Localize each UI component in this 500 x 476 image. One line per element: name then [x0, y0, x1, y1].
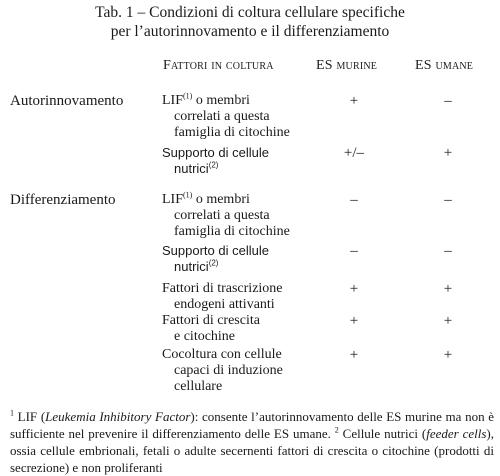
value-murine: +	[349, 281, 359, 297]
factor-lif	[162, 192, 320, 240]
value-human: +	[443, 313, 453, 329]
factor-feeder-support	[162, 243, 320, 275]
factor-line: capaci di induzione	[174, 363, 283, 378]
table-caption	[0, 3, 500, 41]
factor-feeder-support	[162, 145, 320, 177]
footnote-text: Leukemia Inhibitory Factor	[45, 409, 191, 424]
factor-lif	[162, 93, 320, 141]
footnote-number: 1	[10, 408, 14, 418]
footnote-ref: (1)	[183, 91, 193, 101]
factor-line: famiglia di citochine	[174, 224, 290, 239]
footnote-text: Cellule nutrici (	[338, 426, 427, 441]
value-human: –	[444, 93, 452, 109]
factor-line: endogeni attivanti	[174, 297, 275, 312]
footnote-text: ): consente l’autorinnovamento delle ES murine ma non è sufficiente nel prevenire il differenziamento delle ES umane.	[10, 409, 494, 441]
factor-line: LIF	[162, 192, 183, 207]
group-self-renewal: Autorinnovamento	[10, 93, 124, 109]
value-murine: +	[349, 313, 359, 329]
factor-line: e citochine	[174, 329, 236, 344]
footnote-ref: (2)	[208, 160, 219, 170]
value-human: –	[444, 192, 452, 208]
factor-line: correlati a questa	[174, 109, 270, 124]
footnote-ref: (1)	[183, 190, 193, 200]
header-murine: ES murine	[316, 58, 378, 73]
value-murine: –	[350, 243, 358, 259]
factor-line: Supporto di cellule	[162, 145, 269, 160]
factor-line: Fattori di trascrizione	[162, 281, 283, 296]
value-human: +	[443, 281, 453, 297]
footnote-text: LIF (	[17, 409, 46, 424]
footnote-number: 2	[334, 425, 339, 435]
factor-line: famiglia di citochine	[174, 125, 290, 140]
footnote-ref: (2)	[208, 258, 219, 268]
footnote-text: feeder cells	[426, 426, 487, 441]
table-footnote	[10, 408, 494, 476]
factor-line: nutrici	[174, 161, 209, 176]
value-murine: +/–	[343, 145, 365, 161]
value-human: +	[443, 145, 453, 161]
factor-line: Cocoltura con cellule	[162, 347, 282, 362]
value-murine: +	[349, 93, 359, 109]
factor-line: o membri	[192, 93, 250, 108]
factor-line: cellulare	[174, 379, 223, 394]
factor-line: nutrici	[174, 259, 209, 274]
header-factors: Fattori in coltura	[163, 58, 274, 73]
factor-growth	[162, 313, 320, 345]
value-murine: –	[350, 192, 358, 208]
factor-line: LIF	[162, 93, 183, 108]
group-differentiation: Differenziamento	[10, 192, 116, 208]
factor-line: Supporto di cellule	[162, 243, 269, 258]
footnote-text: ), ossia cellule embrionali, fetali o adulte secernenti fattori di crescita o citochine (prodotti di secrezione) e non proliferanti	[10, 426, 495, 475]
caption-line-1: Tab. 1 – Condizioni di coltura cellulare specifiche	[95, 4, 405, 21]
value-murine: +	[349, 347, 359, 363]
value-human: –	[444, 243, 452, 259]
factor-coculture	[162, 347, 320, 395]
factor-line: correlati a questa	[174, 208, 270, 223]
factor-line: Fattori di crescita	[162, 313, 260, 328]
header-human: ES umane	[415, 58, 474, 73]
value-human: +	[443, 347, 453, 363]
factor-transcription	[162, 281, 320, 313]
factor-line: o membri	[192, 192, 250, 207]
caption-line-2: per l’autorinnovamento e il differenziamento	[110, 23, 390, 40]
